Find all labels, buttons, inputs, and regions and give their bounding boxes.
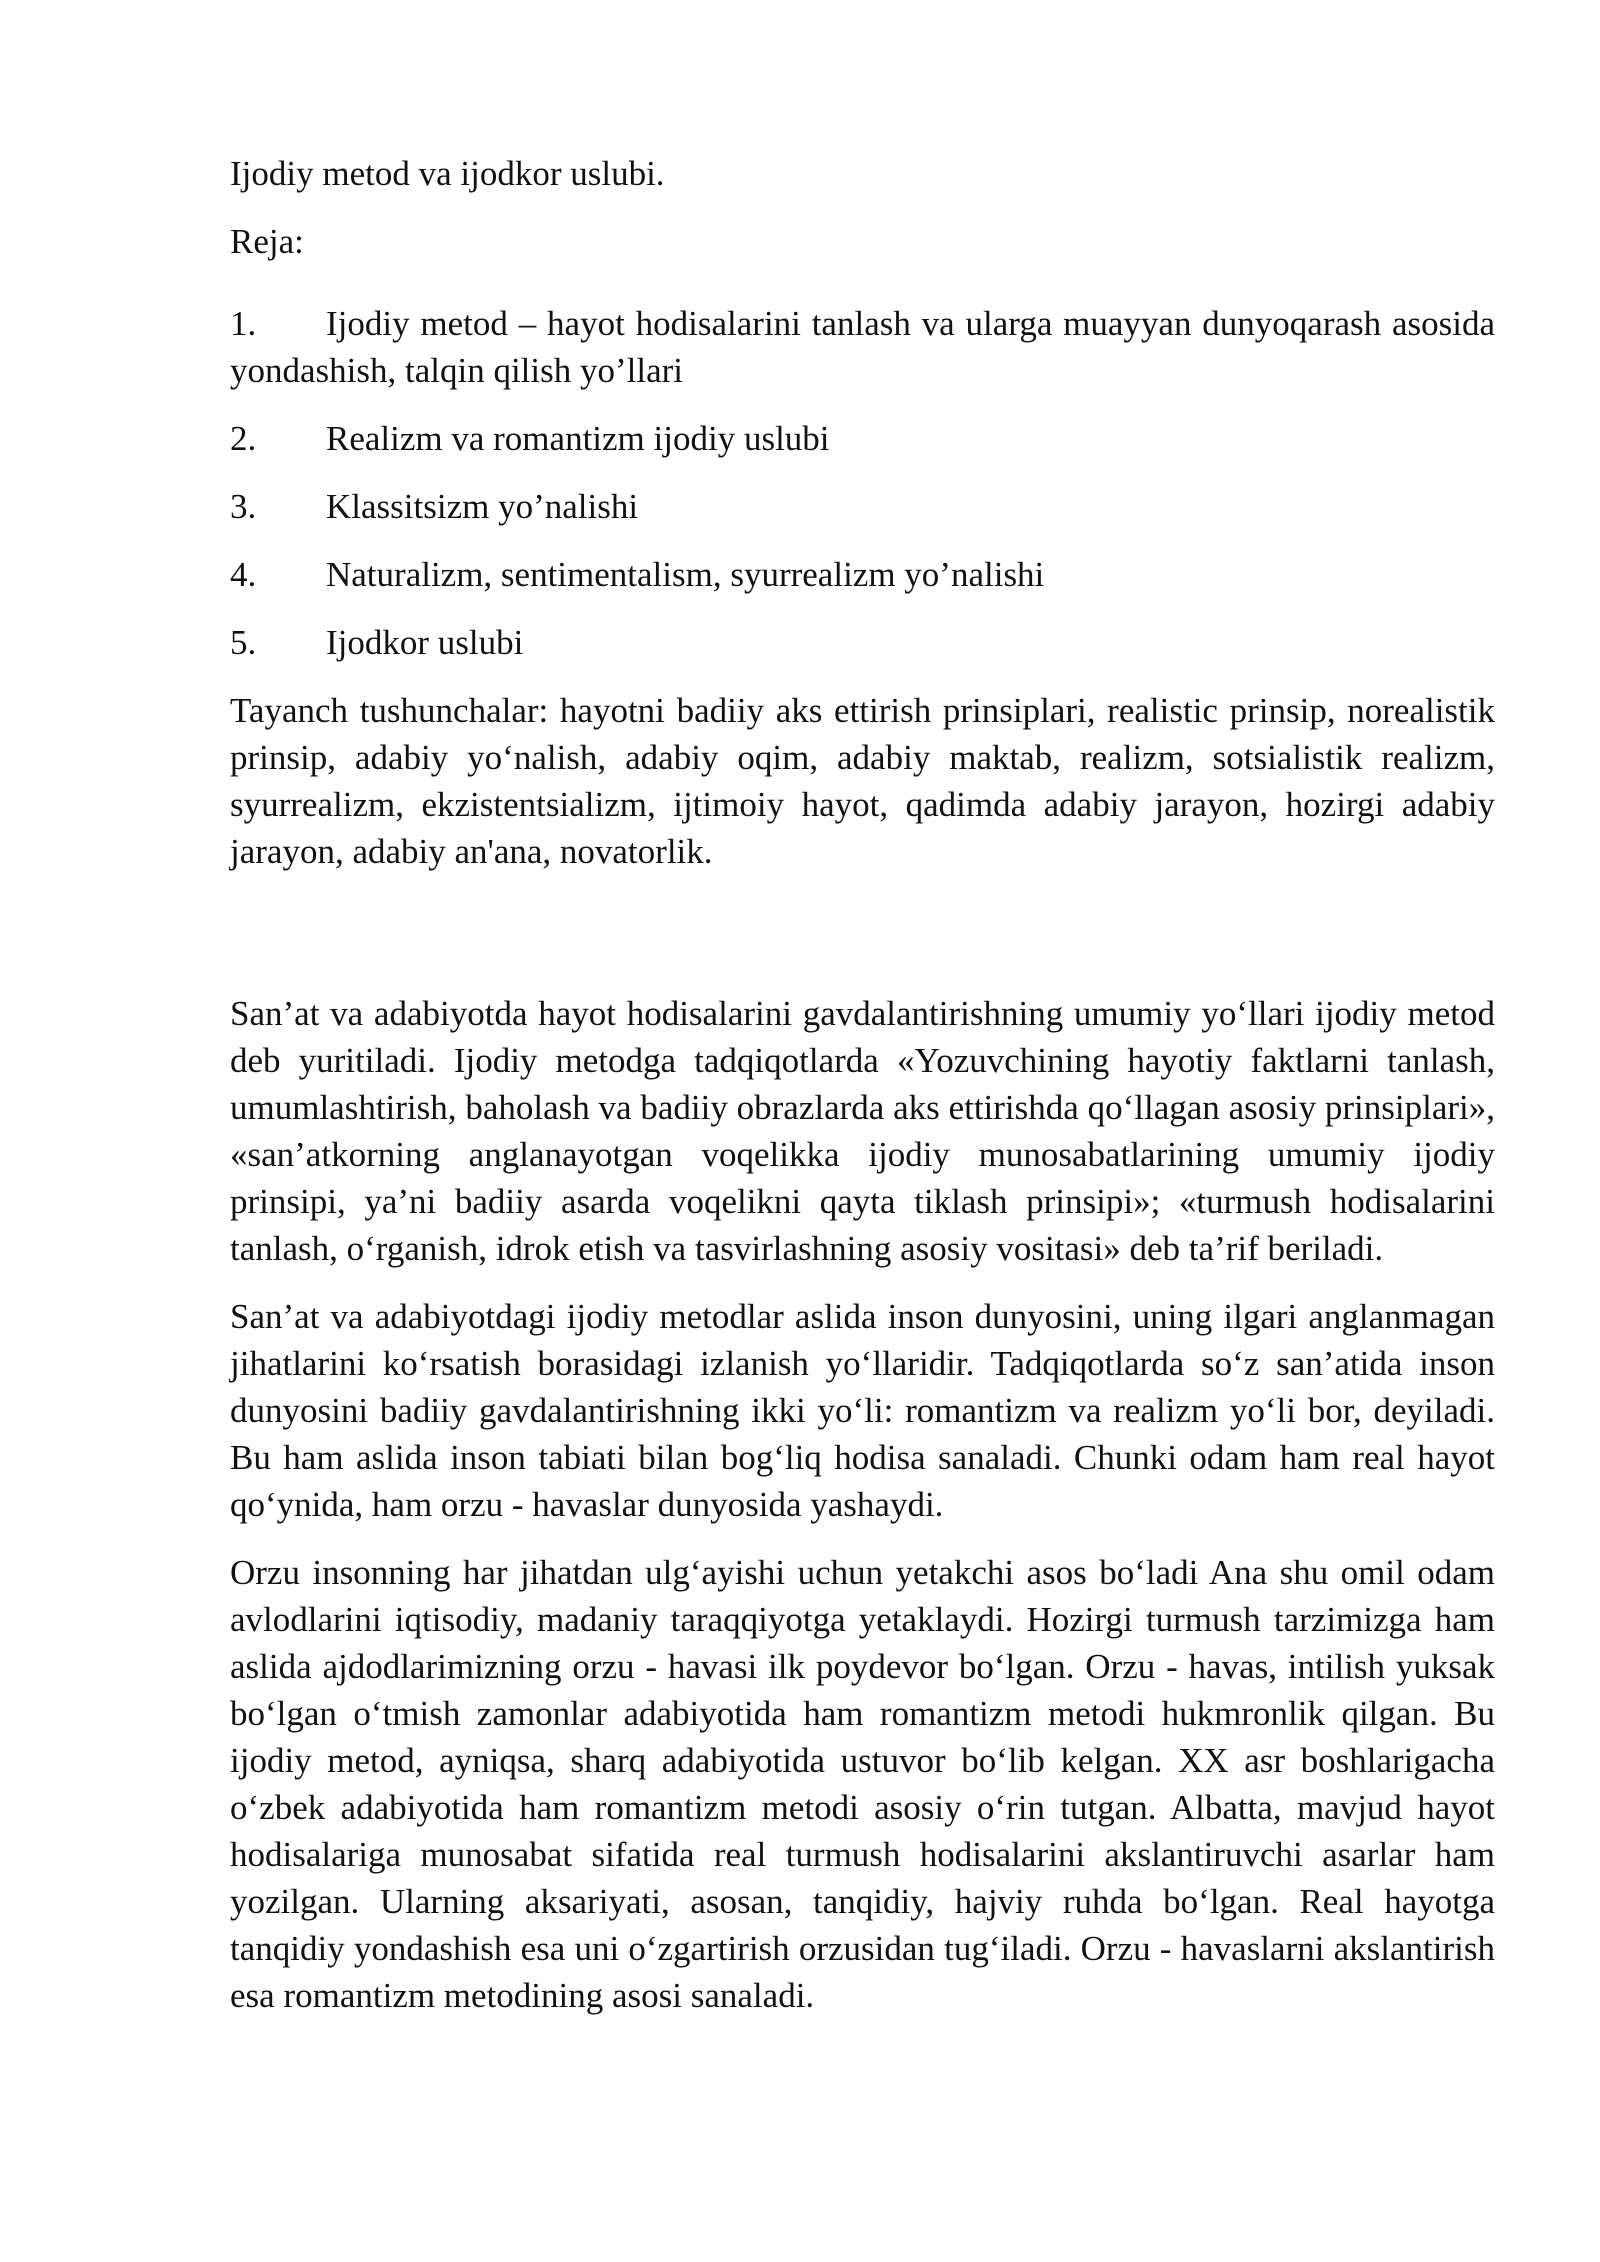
plan-item-number: 4.	[230, 555, 257, 594]
plan-item-number: 1.	[230, 304, 257, 343]
plan-item-number: 2.	[230, 419, 257, 458]
plan-list	[230, 300, 1495, 666]
blank-line	[230, 896, 1495, 990]
body-text	[230, 990, 1495, 2019]
body-paragraph-1: San’at va adabiyotda hayot hodisalarini gavdalantirishning umumiy yo‘llari ijodiy metod deb yuritiladi. Ijodiy metodga tadqiqotlarda «Yozuvchining hayotiy faktlarni tanlash, umumlashtirish, baholash va badiiy obrazlarda aks ettirishda qo‘llagan asosiy prinsiplari», «san’atkorning anglanayotgan voqelikka ijodiy munosabatlarining umumiy ijodiy prinsipi, ya’ni badiiy asarda voqelikni qayta tiklash prinsipi»; «turmush hodisalarini tanlash, o‘rganish, idrok etish va tasvirlashning asosiy vositasi» deb ta’rif beriladi.	[230, 994, 1495, 1268]
plan-item-4	[230, 551, 1495, 598]
plan-item-text: Ijodkor uslubi	[326, 623, 524, 662]
plan-item-3	[230, 483, 1495, 530]
document-title: Ijodiy metod va ijodkor uslubi.	[230, 154, 665, 193]
body-paragraph-3: Orzu insonning har jihatdan ulg‘ayishi uchun yetakchi asos bo‘ladi Ana shu omil odam avlodlarini iqtisodiy, madaniy taraqqiyotga yetaklaydi. Hozirgi turmush tarzimizga ham aslida ajdodlarimizning orzu - havasi ilk poydevor bo‘lgan. Orzu - havas, intilish yuksak bo‘lgan o‘tmish zamonlar adabiyotida ham romantizm metodi hukmronlik qilgan. Bu ijodiy metod, ayniqsa, sharq adabiyotida ustuvor bo‘lib kelgan. XX asr boshlarigacha o‘zbek adabiyotida ham romantizm metodi asosiy o‘rin tutgan. Albatta, mavjud hayot hodisalariga munosabat sifatida real turmush hodisalarini akslantiruvchi asarlar ham yozilgan. Ularning aksariyati, asosan, tanqidiy, hajviy ruhda bo‘lgan. Real hayotga tanqidiy yondashish esa uni o‘zgartirish orzusidan tug‘iladi. Orzu - havaslarni akslantirish esa romantizm metodining asosi sanaladi.	[230, 1553, 1495, 2015]
plan-item-text: Naturalizm, sentimentalism, syurrealizm yo’nalishi	[326, 555, 1045, 594]
plan-item-1	[230, 300, 1495, 394]
plan-item-text: Klassitsizm yo’nalishi	[326, 487, 639, 526]
plan-item-text: Ijodiy metod – hayot hodisalarini tanlash va ularga muayyan dunyoqarash asosida yondashish, talqin qilish yo’llari	[230, 304, 1495, 390]
body-paragraph-2: San’at va adabiyotdagi ijodiy metodlar aslida inson dunyosini, uning ilgari anglanmagan jihatlarini ko‘rsatish borasidagi izlanish yo‘llaridir. Tadqiqotlarda so‘z san’atida inson dunyosini badiiy gavdalantirishning ikki yo‘li: romantizm va realizm yo‘li bor, deyiladi. Bu ham aslida inson tabiati bilan bog‘liq hodisa sanaladi. Chunki odam ham real hayot qo‘ynida, ham orzu - havaslar dunyosida yashaydi.	[230, 1297, 1495, 1524]
plan-item-number: 5.	[230, 623, 257, 662]
key-concepts: Tayanch tushunchalar: hayotni badiiy aks ettirish prinsiplari, realistic prinsip, norealistik prinsip, adabiy yo‘nalish, adabiy oqim, adabiy maktab, realizm, sotsialistik realizm, syurrealizm, ekzistentsializm, ijtimoiy hayot, qadimda adabiy jarayon, hozirgi adabiy jarayon, adabiy an'ana, novatorlik.	[230, 691, 1495, 871]
plan-heading: Reja:	[230, 222, 304, 261]
plan-item-5	[230, 619, 1495, 666]
plan-item-text: Realizm va romantizm ijodiy uslubi	[326, 419, 830, 458]
plan-item-number: 3.	[230, 487, 257, 526]
document-page	[230, 150, 1495, 2019]
plan-item-2	[230, 415, 1495, 462]
